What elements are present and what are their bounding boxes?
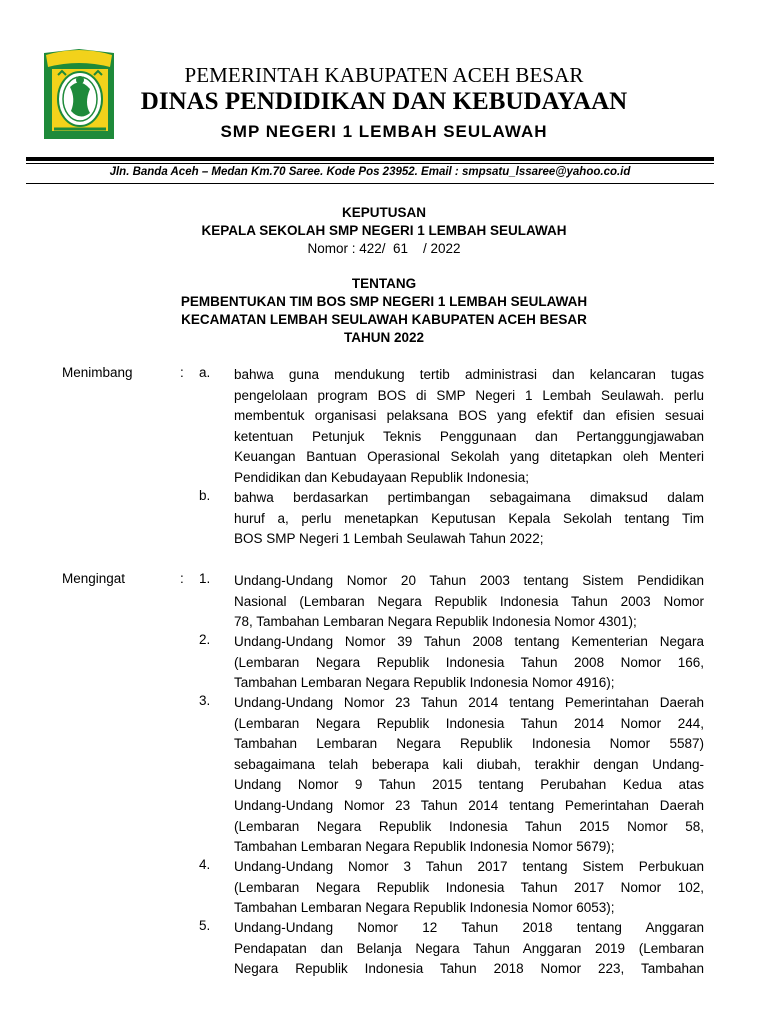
mengingat-colon: : [180,571,184,586]
text-line: Pendidikan dan Kebudayaan Republik Indonesia; [234,469,529,485]
text-line: (Lembaran Negara Republik Indonesia Tahun 2014 Nomor 244, [234,715,704,731]
item-text [234,857,704,919]
item-text [234,365,704,489]
decree-number: Nomor : 422/ 61 / 2022 [307,241,461,256]
text-line: Undang-Undang Nomor 23 Tahun 2014 tentang Pemerintahan Daerah [234,797,704,813]
text-line: BOS SMP Negeri 1 Lembah Seulawah Tahun 2022; [234,531,544,547]
item-text [234,488,704,550]
text-line: Nasional (Lembaran Negara Republik Indonesia Tahun 2003 Nomor [234,593,704,609]
text-line: Tambahan Lembaran Negara Republik Indonesia Nomor 5587) [234,736,704,752]
text-line: sebagaimana telah beberapa kali diubah, terakhir dengan Undang- [234,756,704,772]
about-line: PEMBENTUKAN TIM BOS SMP NEGERI 1 LEMBAH SEULAWAH [180,294,588,309]
decree-issuer: KEPALA SEKOLAH SMP NEGERI 1 LEMBAH SEULAWAH [201,223,567,238]
text-line: (Lembaran Negara Republik Indonesia Tahun 2008 Nomor 166, [234,654,704,670]
letterhead [0,0,768,190]
text-line: Undang-Undang Nomor 39 Tahun 2008 tentang Kementerian Negara [234,634,704,649]
text-line: ketentuan Petunjuk Teknis Penggunaan dan Pertanggungjawaban [234,428,704,444]
text-line: Tambahan Lembaran Negara Republik Indonesia Nomor 4916); [234,675,615,691]
item-text [234,632,704,694]
text-line: Undang-Undang Nomor 3 Tahun 2017 tentang Sistem Perbukuan [234,859,704,874]
item-marker: 1. [199,571,211,586]
text-line: Negara Republik Indonesia Tahun 2018 Nomor 223, Tambahan [234,961,704,977]
address-underline [26,183,714,184]
mengingat-label: Mengingat [62,571,126,586]
about-line: TAHUN 2022 [343,330,425,345]
decree-heading: KEPUTUSAN [341,205,426,220]
item-marker: a. [199,365,211,380]
text-line: Undang Nomor 9 Tahun 2015 tentang Perubahan Kedua atas [234,777,704,793]
item-marker: 3. [199,693,211,708]
item-marker: b. [199,488,211,503]
text-line: pengelolaan program BOS di SMP Negeri 1 Lembah Seulawah. perlu [234,387,704,403]
text-line: Undang-Undang Nomor 12 Tahun 2018 tentang Anggaran [234,920,704,935]
decree-title [0,204,768,258]
text-line: (Lembaran Negara Republik Indonesia Tahun 2017 Nomor 102, [234,879,704,895]
text-line: Keuangan Bantuan Operasional Sekolah yang ditetapkan oleh Menteri [234,449,704,465]
about-label: TENTANG [351,276,417,291]
text-line: 78, Tambahan Lembaran Negara Republik Indonesia Nomor 4301); [234,614,637,630]
text-line: bahwa guna mendukung tertib administrasi dan kelancaran tugas [234,367,704,382]
department-name: DINAS PENDIDIKAN DAN KEBUDAYAAN [140,88,628,115]
about-line: KECAMATAN LEMBAH SEULAWAH KABUPATEN ACEH BESAR [181,312,587,327]
school-name: SMP NEGERI 1 LEMBAH SEULAWAH [220,122,548,141]
text-line: bahwa berdasarkan pertimbangan sebagaimana dimaksud dalam [234,490,704,505]
decree-subject [0,275,768,347]
text-line: Undang-Undang Nomor 23 Tahun 2014 tentang Pemerintahan Daerah [234,695,704,710]
item-text [234,918,704,980]
item-marker: 4. [199,857,211,872]
text-line: Tambahan Lembaran Negara Republik Indonesia Nomor 5679); [234,839,615,855]
text-line: Undang-Undang Nomor 20 Tahun 2003 tentang Sistem Pendidikan [234,573,704,588]
menimbang-colon: : [180,365,184,380]
text-line: Pendapatan dan Belanja Negara Tahun Anggaran 2019 (Lembaran [234,940,704,956]
government-name: PEMERINTAH KABUPATEN ACEH BESAR [184,63,584,87]
text-line: Tambahan Lembaran Negara Republik Indonesia Nomor 6053); [234,900,615,916]
menimbang-label: Menimbang [62,365,133,380]
letterhead-divider-thin [26,163,714,164]
item-text [234,571,704,633]
item-marker: 5. [199,918,211,933]
text-line: membentuk organisasi pelaksana BOS yang efektif dan efisien sesuai [234,408,704,424]
text-line: huruf a, perlu menetapkan Keputusan Kepala Sekolah tentang Tim [234,510,704,526]
school-address: Jln. Banda Aceh – Medan Km.70 Saree. Kode Pos 23952. Email : smpsatu_lssaree@yahoo.co.id [109,166,631,178]
text-line: (Lembaran Negara Republik Indonesia Tahun 2015 Nomor 58, [234,818,704,834]
item-marker: 2. [199,632,211,647]
letterhead-divider-thick [26,157,714,161]
item-text [234,693,704,858]
